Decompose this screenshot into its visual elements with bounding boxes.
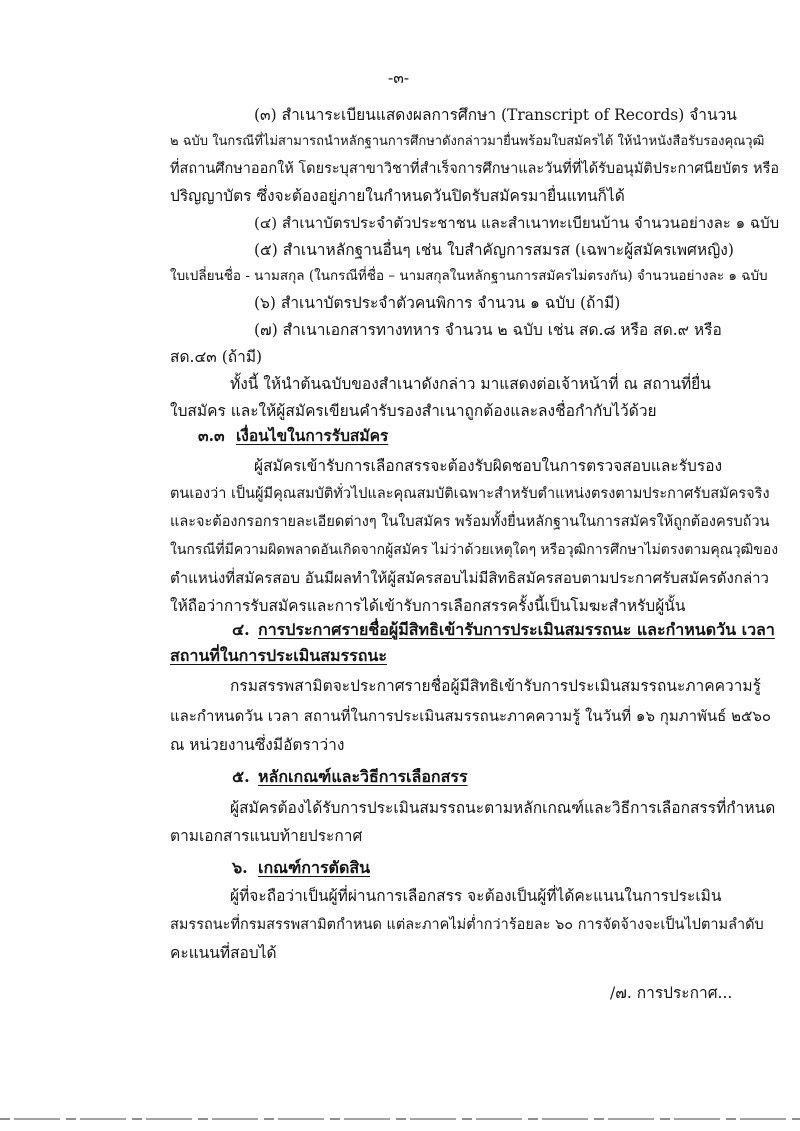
item-4-line: (๔) สำเนาบัตรประจำตัวประชาชน และสำเนาทะเบียนบ้าน จำนวนอย่างละ ๑ ฉบับ: [254, 214, 780, 232]
section-3-3-title: เงื่อนไขในการรับสมัคร: [236, 426, 389, 445]
section-3-3-line-2: ตนเองว่า เป็นผู้มีคุณสมบัติทั่วไปและคุณสมบัติเฉพาะสำหรับตำแหน่งตรงตามประกาศรับสมัครจริง: [170, 486, 770, 502]
item-3-line-3: ที่สถานศึกษาออกให้ โดยระบุสาขาวิชาที่สำเร็จการศึกษาและวันที่ที่ได้รับอนุมัติประกาศนียบัตร หรือ: [170, 161, 780, 177]
section-3-3-line-3: และจะต้องกรอกรายละเอียดต่างๆ ในใบสมัคร พร้อมทั้งยื่นหลักฐานในการสมัครให้ถูกต้องครบถ้วน: [170, 514, 770, 530]
item-6-line: (๖) สำเนาบัตรประจำตัวคนพิการ จำนวน ๑ ฉบับ (ถ้ามี): [254, 294, 621, 312]
section-4-title-line-2: สถานที่ในการประเมินสมรรถนะ: [170, 646, 387, 665]
section-3-3-line-6: ให้ถือว่าการรับสมัครและการได้เข้ารับการเลือกสรรครั้งนี้เป็นโมฆะสำหรับผู้นั้น: [170, 597, 686, 615]
note-line-1: ทั้งนี้ ให้นำต้นฉบับของสำเนาดังกล่าว มาแสดงต่อเจ้าหน้าที่ ณ สถานที่ยื่น: [230, 375, 711, 393]
section-3-3-line-1: ผู้สมัครเข้ารับการเลือกสรรจะต้องรับผิดชอบในการตรวจสอบและรับรอง: [254, 457, 723, 475]
item-3-line-2: ๒ ฉบับ ในกรณีที่ไม่สามารถนำหลักฐานการศึกษาดังกล่าวมายื่นพร้อมใบสมัครได้ ให้นำหนังสือรับรองคุณวุฒิ: [170, 134, 765, 149]
item-5-line-2: ใบเปลี่ยนชื่อ - นามสกุล (ในกรณีที่ชื่อ – นามสกุลในหลักฐานการสมัครไม่ตรงกัน) จำนวนอย่างละ ๑ ฉบับ: [170, 268, 768, 284]
section-6-line-2: สมรรถนะที่กรมสรรพสามิตกำหนด แต่ละภาคไม่ต่ำกว่าร้อยละ ๖๐ การจัดจ้างจะเป็นไปตามลำดับ: [170, 917, 764, 933]
section-6-line-3: คะแนนที่สอบได้: [170, 944, 277, 962]
section-5-title: หลักเกณฑ์และวิธีการเลือกสรร: [258, 767, 468, 786]
section-3-3-line-5: ตำแหน่งที่สมัครสอบ อันมีผลทำให้ผู้สมัครสอบไม่มีสิทธิสมัครสอบตามประกาศรับสมัครดังกล่าว: [170, 569, 769, 587]
section-5-line-1: ผู้สมัครต้องได้รับการประเมินสมรรถนะตามหลักเกณฑ์และวิธีการเลือกสรรที่กำหนด: [230, 799, 776, 817]
bottom-scan-line: [0, 1118, 800, 1120]
item-7-line-2: สด.๔๓ (ถ้ามี): [170, 348, 263, 366]
continuation-note: /๗. การประกาศ...: [610, 984, 733, 1002]
section-4-line-3: ณ หน่วยงานซึ่งมีอัตราว่าง: [170, 736, 345, 754]
section-4-title-line-1: การประกาศรายชื่อผู้มีสิทธิเข้ารับการประเมินสมรรถนะ และกำหนดวัน เวลา: [258, 620, 775, 639]
item-5-line-1: (๕) สำเนาหลักฐานอื่นๆ เช่น ใบสำคัญการสมรส (เฉพาะผู้สมัครเพศหญิง): [254, 241, 734, 259]
section-6-title: เกณฑ์การตัดสิน: [258, 858, 371, 877]
section-6-number: ๖.: [232, 858, 248, 877]
section-4-number: ๔.: [232, 620, 250, 639]
item-3-line-4: ปริญญาบัตร ซึ่งจะต้องอยู่ภายในกำหนดวันปิดรับสมัครมายื่นแทนก็ได้: [170, 187, 625, 205]
section-3-3-line-4: ในกรณีที่มีความผิดพลาดอันเกิดจากผู้สมัคร ไม่ว่าด้วยเหตุใดๆ หรือวุฒิการศึกษาไม่ตรงตามคุณวุฒิของ: [170, 542, 779, 558]
section-4-line-2: และกำหนดวัน เวลา สถานที่ในการประเมินสมรรถนะภาคความรู้ ในวันที่ ๑๖ กุมภาพันธ์ ๒๕๖๐: [170, 707, 771, 725]
item-7-line-1: (๗) สำเนาเอกสารทางทหาร จำนวน ๒ ฉบับ เช่น สด.๘ หรือ สด.๙ หรือ: [254, 321, 722, 339]
section-6-line-1: ผู้ที่จะถือว่าเป็นผู้ที่ผ่านการเลือกสรร จะต้องเป็นผู้ที่ได้คะแนนในการประเมิน: [230, 887, 722, 905]
note-line-2: ใบสมัคร และให้ผู้สมัครเขียนคำรับรองสำเนาถูกต้องและลงชื่อกำกับไว้ด้วย: [170, 402, 657, 420]
page-number: -๓-: [388, 69, 410, 87]
section-5-number: ๕.: [232, 767, 250, 786]
section-4-line-1: กรมสรรพสามิตจะประกาศรายชื่อผู้มีสิทธิเข้ารับการประเมินสมรรถนะภาคความรู้: [230, 677, 761, 695]
section-5-line-2: ตามเอกสารแนบท้ายประกาศ: [170, 827, 363, 845]
item-3-line-1: (๓) สำเนาระเบียนแสดงผลการศึกษา (Transcript of Records) จำนวน: [254, 106, 737, 124]
section-3-3-number: ๓.๓: [198, 426, 225, 445]
